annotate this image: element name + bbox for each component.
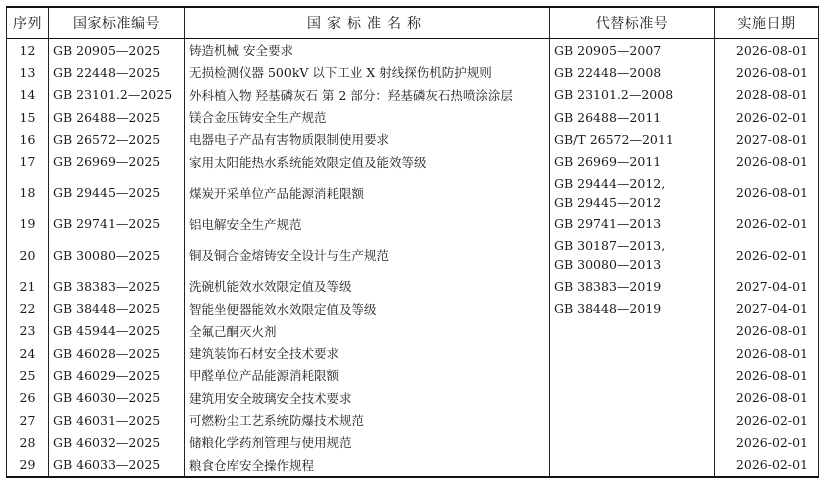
table-row <box>7 297 819 319</box>
standard-code: GB 22448—2025 <box>49 61 185 83</box>
row-number: 12 <box>7 39 49 62</box>
row-number: 24 <box>7 342 49 364</box>
table-row <box>7 39 819 62</box>
standard-name: 无损检测仪器 500kV 以下工业 X 射线探伤机防护规则 <box>185 61 550 83</box>
replaced-standard-code: GB 29445—2012 <box>554 194 662 210</box>
implementation-date: 2027-04-01 <box>715 275 819 297</box>
table-body <box>7 39 819 477</box>
implementation-date: 2026-08-01 <box>715 39 819 62</box>
standard-name: 洗碗机能效水效限定值及等级 <box>185 275 550 297</box>
standard-code: GB 46029—2025 <box>49 364 185 386</box>
replaced-standard <box>550 84 715 106</box>
standard-name: 外科植入物 羟基磷灰石 第 2 部分：羟基磷灰石热喷涂涂层 <box>185 84 550 106</box>
table-row <box>7 320 819 342</box>
header-code: 国家标准编号 <box>49 7 185 39</box>
standard-code: GB 20905—2025 <box>49 39 185 62</box>
implementation-date: 2026-08-01 <box>715 387 819 409</box>
standards-table <box>6 6 819 478</box>
row-number: 18 <box>7 173 49 213</box>
replaced-standard-code: GB 29444—2012, <box>554 175 666 191</box>
replaced-standard <box>550 128 715 150</box>
table-row <box>7 431 819 453</box>
replaced-standard <box>550 387 715 409</box>
row-number: 14 <box>7 84 49 106</box>
row-number: 21 <box>7 275 49 297</box>
standard-name: 智能坐便器能效水效限定值及等级 <box>185 297 550 319</box>
table-row <box>7 173 819 213</box>
replaced-standard-code: GB 20905—2007 <box>554 42 662 58</box>
implementation-date: 2026-02-01 <box>715 213 819 235</box>
standard-code: GB 30080—2025 <box>49 235 185 275</box>
standard-code: GB 45944—2025 <box>49 320 185 342</box>
standard-code: GB 29445—2025 <box>49 173 185 213</box>
implementation-date: 2026-02-01 <box>715 453 819 476</box>
implementation-date: 2026-08-01 <box>715 364 819 386</box>
standard-code: GB 38383—2025 <box>49 275 185 297</box>
row-number: 20 <box>7 235 49 275</box>
standard-name: 甲醛单位产品能源消耗限额 <box>185 364 550 386</box>
row-number: 29 <box>7 453 49 476</box>
table-row <box>7 150 819 172</box>
replaced-standard-code: GB 26488—2011 <box>554 109 662 125</box>
implementation-date: 2026-02-01 <box>715 106 819 128</box>
replaced-standard <box>550 297 715 319</box>
implementation-date: 2026-02-01 <box>715 409 819 431</box>
table-row <box>7 453 819 476</box>
standard-code: GB 38448—2025 <box>49 297 185 319</box>
standard-code: GB 23101.2—2025 <box>49 84 185 106</box>
standard-name: 电器电子产品有害物质限制使用要求 <box>185 128 550 150</box>
standard-name: 粮食仓库安全操作规程 <box>185 453 550 476</box>
table-row <box>7 128 819 150</box>
replaced-standard <box>550 342 715 364</box>
standard-name: 煤炭开采单位产品能源消耗限额 <box>185 173 550 213</box>
implementation-date: 2026-02-01 <box>715 431 819 453</box>
table-row <box>7 106 819 128</box>
row-number: 22 <box>7 297 49 319</box>
standard-name: 全氟己酮灭火剂 <box>185 320 550 342</box>
table-row <box>7 213 819 235</box>
replaced-standard-code: GB 38448—2019 <box>554 301 662 317</box>
table-row <box>7 235 819 275</box>
table-row <box>7 387 819 409</box>
implementation-date: 2026-08-01 <box>715 61 819 83</box>
row-number: 25 <box>7 364 49 386</box>
replaced-standard <box>550 320 715 342</box>
row-number: 17 <box>7 150 49 172</box>
table-row <box>7 409 819 431</box>
standard-code: GB 26488—2025 <box>49 106 185 128</box>
replaced-standard <box>550 173 715 213</box>
replaced-standard <box>550 39 715 62</box>
standard-name: 建筑用安全玻璃安全技术要求 <box>185 387 550 409</box>
standard-name: 铜及铜合金熔铸安全设计与生产规范 <box>185 235 550 275</box>
replaced-standard <box>550 364 715 386</box>
standard-name: 建筑装饰石材安全技术要求 <box>185 342 550 364</box>
row-number: 27 <box>7 409 49 431</box>
row-number: 19 <box>7 213 49 235</box>
replaced-standard-code: GB 26969—2011 <box>554 154 662 170</box>
implementation-date: 2026-08-01 <box>715 150 819 172</box>
replaced-standard <box>550 106 715 128</box>
row-number: 15 <box>7 106 49 128</box>
replaced-standard-code: GB 23101.2—2008 <box>554 87 674 103</box>
header-date: 实施日期 <box>715 7 819 39</box>
standard-code: GB 46031—2025 <box>49 409 185 431</box>
standard-name: 铝电解安全生产规范 <box>185 213 550 235</box>
standard-code: GB 26969—2025 <box>49 150 185 172</box>
standard-name: 可燃粉尘工艺系统防爆技术规范 <box>185 409 550 431</box>
standard-name: 储粮化学药剂管理与使用规范 <box>185 431 550 453</box>
replaced-standard-code: GB 38383—2019 <box>554 278 662 294</box>
implementation-date: 2026-08-01 <box>715 342 819 364</box>
row-number: 26 <box>7 387 49 409</box>
replaced-standard <box>550 453 715 476</box>
header-no: 序列 <box>7 7 49 39</box>
replaced-standard <box>550 275 715 297</box>
table-header-row <box>7 7 819 39</box>
replaced-standard-code: GB 30080—2013 <box>554 257 662 273</box>
table-row <box>7 364 819 386</box>
replaced-standard <box>550 409 715 431</box>
implementation-date: 2028-08-01 <box>715 84 819 106</box>
replaced-standard <box>550 150 715 172</box>
replaced-standard-code: GB 22448—2008 <box>554 64 662 80</box>
table-row <box>7 61 819 83</box>
replaced-standard <box>550 61 715 83</box>
standard-name: 镁合金压铸安全生产规范 <box>185 106 550 128</box>
standard-code: GB 26572—2025 <box>49 128 185 150</box>
table-row <box>7 275 819 297</box>
replaced-standard <box>550 431 715 453</box>
replaced-standard-code: GB 29741—2013 <box>554 216 662 232</box>
implementation-date: 2026-02-01 <box>715 235 819 275</box>
standard-name: 家用太阳能热水系统能效限定值及能效等级 <box>185 150 550 172</box>
row-number: 13 <box>7 61 49 83</box>
standard-code: GB 46028—2025 <box>49 342 185 364</box>
standard-code: GB 29741—2025 <box>49 213 185 235</box>
implementation-date: 2026-08-01 <box>715 320 819 342</box>
standard-code: GB 46032—2025 <box>49 431 185 453</box>
replaced-standard <box>550 235 715 275</box>
table-row <box>7 342 819 364</box>
header-name: 国家标准名称 <box>185 7 550 39</box>
standard-code: GB 46033—2025 <box>49 453 185 476</box>
replaced-standard-code: GB/T 26572—2011 <box>554 131 674 147</box>
implementation-date: 2027-08-01 <box>715 128 819 150</box>
standard-code: GB 46030—2025 <box>49 387 185 409</box>
replaced-standard-code: GB 30187—2013, <box>554 238 666 254</box>
header-replace: 代替标准号 <box>550 7 715 39</box>
implementation-date: 2026-08-01 <box>715 173 819 213</box>
implementation-date: 2027-04-01 <box>715 297 819 319</box>
replaced-standard <box>550 213 715 235</box>
row-number: 16 <box>7 128 49 150</box>
standards-table-container <box>6 6 818 478</box>
table-row <box>7 84 819 106</box>
row-number: 28 <box>7 431 49 453</box>
row-number: 23 <box>7 320 49 342</box>
standard-name: 铸造机械 安全要求 <box>185 39 550 62</box>
